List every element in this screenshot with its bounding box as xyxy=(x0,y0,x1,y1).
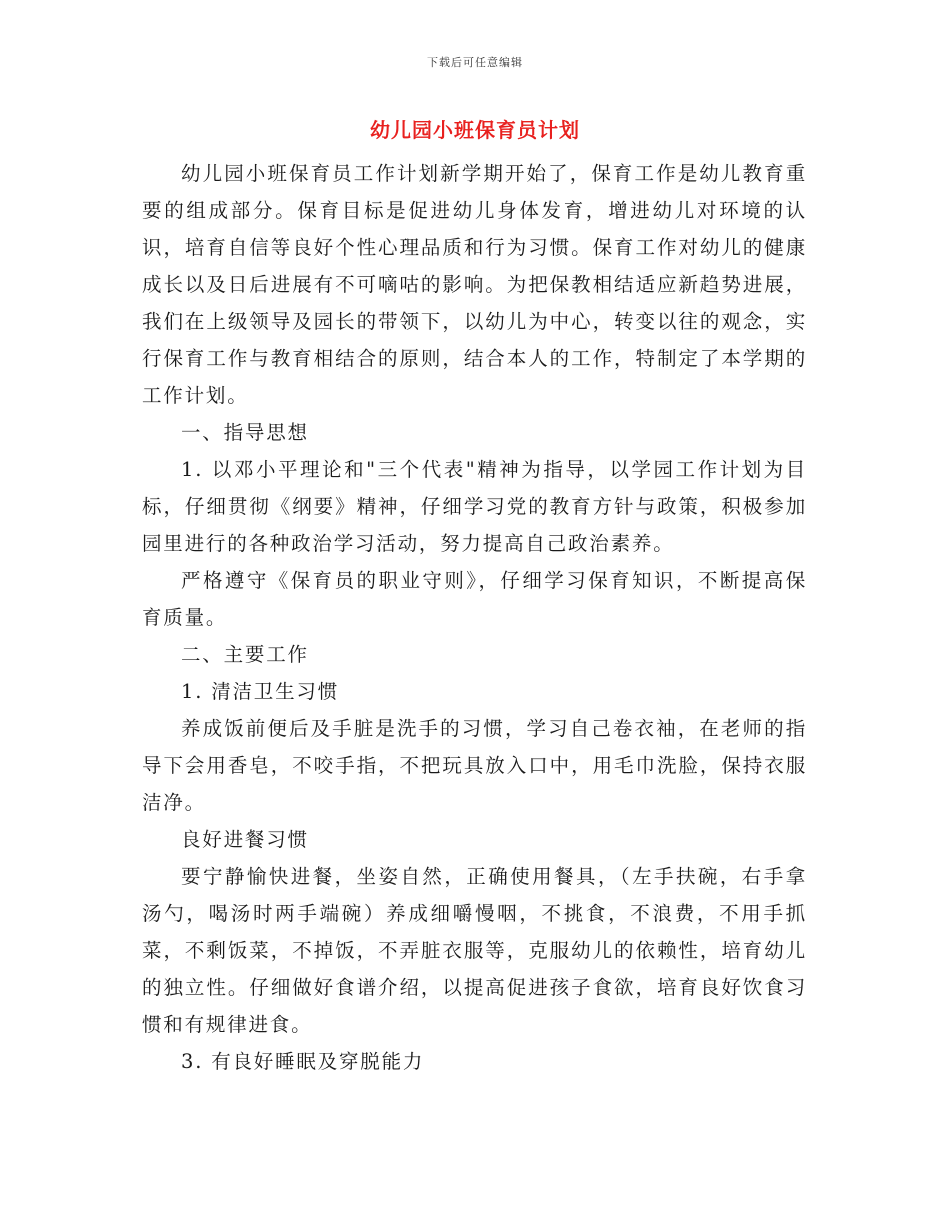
document-body xyxy=(142,155,807,1080)
subheading-sleep-and-dressing: 3. 有良好睡眠及穿脱能力 xyxy=(181,1050,425,1073)
guiding-item-1: 1. 以邓小平理论和"三个代表"精神为指导，以学园工作计划为目标，仔细贯彻《纲要》精神，仔细学习党的教育方针与政策，积极参加园里进行的各种政治学习活动，努力提高自己政治素养。 xyxy=(142,458,807,555)
section-heading-guiding-ideology: 一、指导思想 xyxy=(181,421,309,444)
hygiene-habits-paragraph: 养成饭前便后及手脏是洗手的习惯，学习自己卷衣袖，在老师的指导下会用香皂，不咬手指，不把玩具放入口中，用毛巾洗脸，保持衣服洁净。 xyxy=(142,717,807,814)
page-header-note: 下载后可任意编辑 xyxy=(427,56,523,69)
subheading-eating-habits: 良好进餐习惯 xyxy=(181,828,309,851)
subheading-hygiene-habits: 1. 清洁卫生习惯 xyxy=(181,680,340,703)
guiding-item-2: 严格遵守《保育员的职业守则》，仔细学习保育知识，不断提高保育质量。 xyxy=(142,569,807,629)
document-title: 幼儿园小班保育员计划 xyxy=(370,118,580,142)
eating-habits-paragraph: 要宁静愉快进餐，坐姿自然，正确使用餐具，（左手扶碗，右手拿汤勺，喝汤时两手端碗）养成细嚼慢咽，不挑食，不浪费，不用手抓菜，不剩饭菜，不掉饭，不弄脏衣服等，克服幼儿的依赖性，培育幼儿的独立性。仔细做好食谱介绍，以提高促进孩子食欲，培育良好饮食习惯和有规律进食。 xyxy=(142,865,807,1036)
intro-paragraph: 幼儿园小班保育员工作计划新学期开始了，保育工作是幼儿教育重要的组成部分。保育目标是促进幼儿身体发育，增进幼儿对环境的认识，培育自信等良好个性心理品质和行为习惯。保育工作对幼儿的健康成长以及日后进展有不可嘀咕的影响。为把保教相结适应新趋势进展，我们在上级领导及园长的带领下，以幼儿为中心，转变以往的观念，实行保育工作与教育相结合的原则，结合本人的工作，特制定了本学期的工作计划。 xyxy=(142,162,807,407)
section-heading-main-work: 二、主要工作 xyxy=(181,643,309,666)
